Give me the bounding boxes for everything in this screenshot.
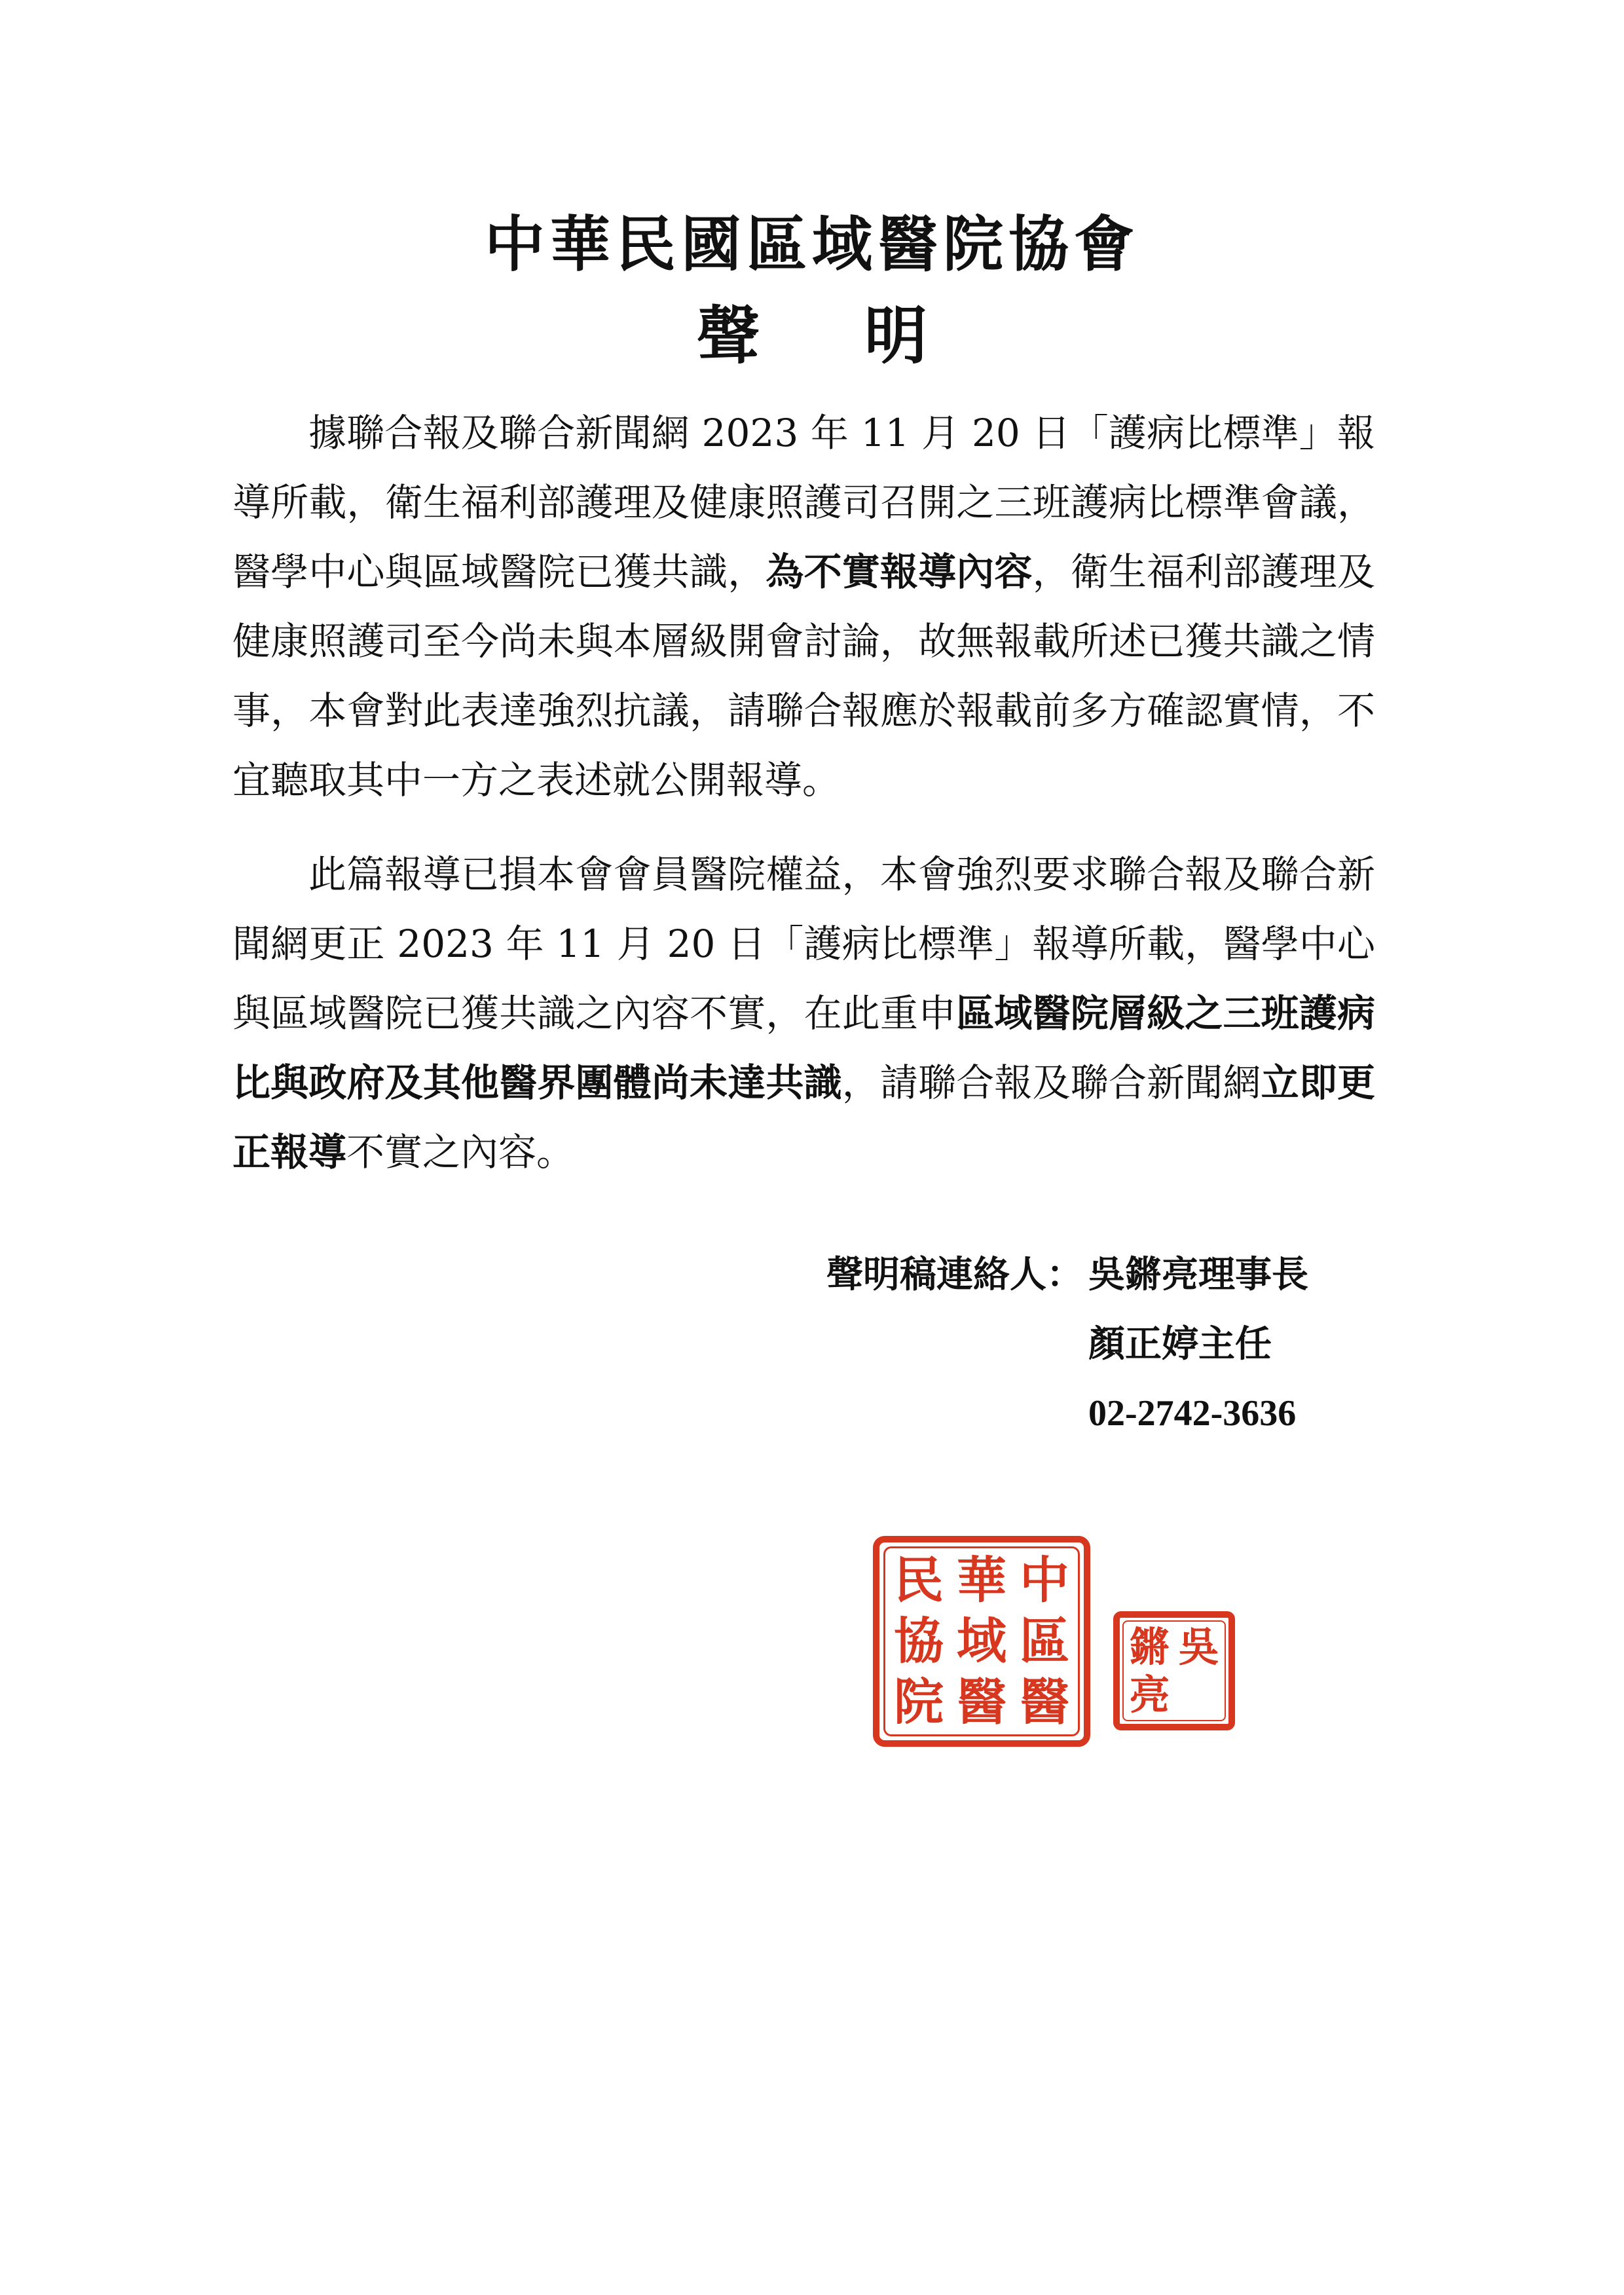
seal-char: 醫 [1020, 1672, 1069, 1731]
seal-char: 院 [894, 1672, 944, 1731]
seal-char: 鏘 [1129, 1622, 1170, 1671]
document-title: 聲明 [697, 299, 1032, 373]
seal-char: 域 [957, 1611, 1006, 1670]
paragraph-2-bold-a: 區域醫院層級之三班護病比與政府及其他醫界團體尚未達共識 [232, 991, 1375, 1105]
paragraph-1-text-a: 據聯合報及聯合新聞網 2023 年 11 月 20 日「護病比標準」報導所載，衛生福利部護理及健康照護司召開之三班護病比標準會議，醫學中心與區域醫院已獲共識， [232, 411, 1375, 594]
seal-char: 醫 [957, 1672, 1006, 1731]
organization-seal-stamp [873, 1536, 1090, 1747]
paragraph-2-text-b: ，請聯合報及聯合新聞網 [841, 1060, 1261, 1105]
seal-char: 吳 [1178, 1622, 1219, 1671]
paragraph-2-text-a: 此篇報導已損本會會員醫院權益，本會強烈要求聯合報及聯合新聞網更正 2023 年 11 月 20 日「護病比標準」報導所載，醫學中心與區域醫院已獲共識之內容不實，在此重申 [232, 852, 1375, 1036]
seal-char: 民 [894, 1551, 944, 1610]
seal-char: 亮 [1129, 1670, 1170, 1719]
seal-char: 協 [894, 1611, 944, 1670]
personal-seal-stamp [1113, 1611, 1235, 1730]
contact-label: 聲明稿連絡人： [826, 1253, 1083, 1296]
paragraph-1-bold-a: 為不實報導內容 [766, 550, 1033, 594]
paragraph-2-text-c: 不實之內容。 [346, 1130, 575, 1174]
contact-person-director: 顏正婷主任 [1088, 1322, 1272, 1366]
paragraph-2-bold-b: 立即更正報導 [232, 1060, 1375, 1174]
contact-person-chairman: 吳鏘亮理事長 [1088, 1253, 1308, 1296]
paragraph-2 [232, 840, 1375, 1187]
paragraph-1-text-b: ，衛生福利部護理及健康照護司至今尚未與本層級開會討論，故無報載所述已獲共識之情事，本會對此表達強烈抗議，請聯合報應於報載前多方確認實情，不宜聽取其中一方之表述就公開報導。 [232, 550, 1375, 802]
seal-char: 區 [1020, 1611, 1069, 1670]
seal-char: 中 [1020, 1551, 1069, 1610]
seal-char: 華 [957, 1551, 1006, 1610]
seal-char [1174, 1671, 1223, 1719]
paragraph-1 [232, 398, 1375, 815]
contact-phone: 02-2742-3636 [1088, 1393, 1297, 1434]
organization-title: 中華民國區域醫院協會 [484, 209, 1139, 280]
